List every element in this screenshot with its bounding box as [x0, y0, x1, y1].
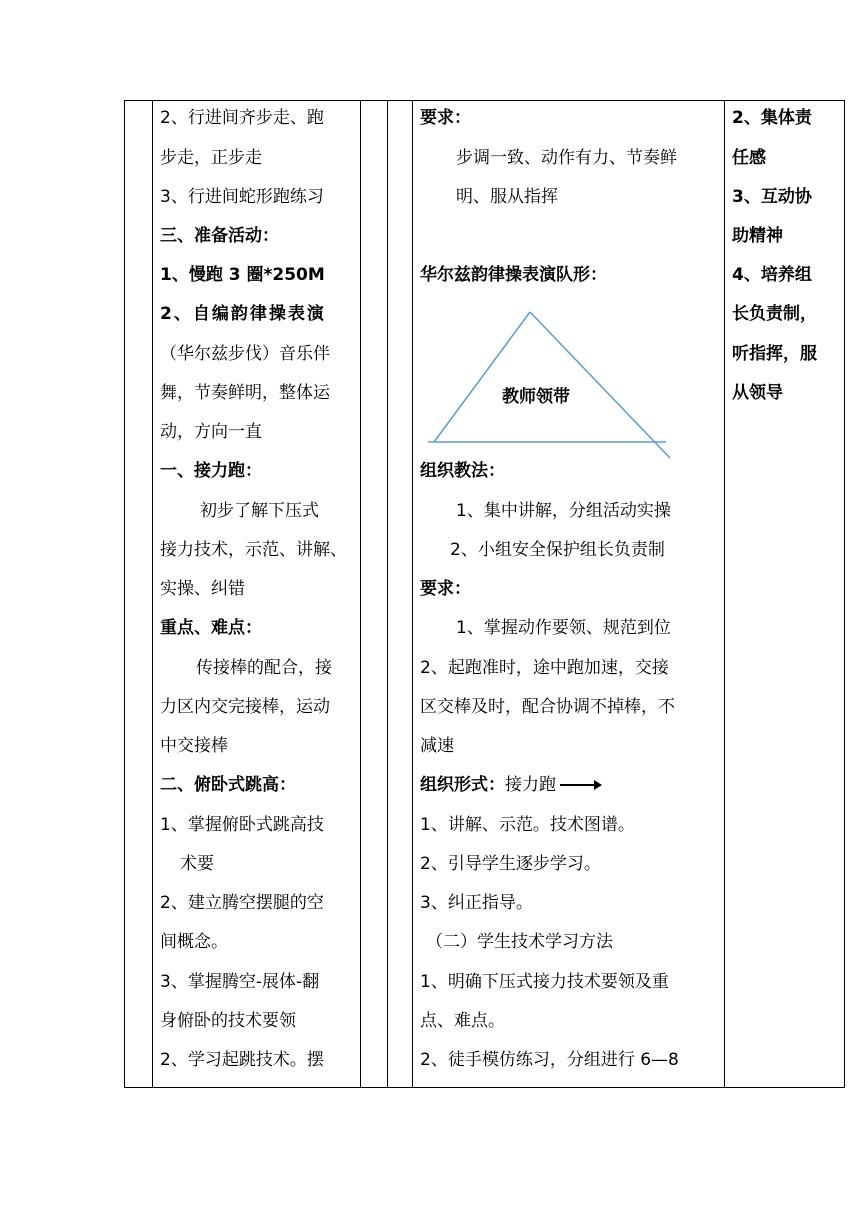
text-line: 助精神 — [732, 226, 783, 246]
table-col-divider-1 — [124, 100, 125, 1088]
text-line: 力区内交完接棒，运动 — [160, 697, 330, 717]
section-heading: 一、接力跑： — [160, 461, 262, 481]
form-line — [420, 775, 604, 795]
text-line: 步走，正步走 — [160, 148, 262, 168]
text-line: 术要 — [180, 854, 214, 874]
text-line: 接力技术，示范、讲解、 — [160, 540, 347, 560]
text-line: 初步了解下压式 — [200, 501, 319, 521]
text-line: 传接棒的配合，接 — [196, 658, 332, 678]
text-line: 4、培养组 — [732, 265, 812, 285]
text-line: 点、难点。 — [420, 1011, 505, 1031]
text-line: 2、建立腾空摆腿的空 — [160, 893, 324, 913]
triangle-left-edge — [434, 312, 530, 442]
section-heading: 三、准备活动： — [160, 226, 279, 246]
text-line: 身俯卧的技术要领 — [160, 1011, 296, 1031]
text-line: 2、自编韵律操表演 — [160, 304, 326, 324]
right-arrow-icon — [560, 780, 604, 790]
text-line: 1、慢跑 3 圈*250M — [160, 265, 325, 285]
text-line: （二）学生技术学习方法 — [426, 932, 613, 952]
triangle-label: 教师领带 — [502, 387, 570, 407]
text-line: 1、集中讲解，分组活动实操 — [456, 501, 671, 521]
text-line: 2、行进间齐步走、跑 — [160, 108, 324, 128]
text-line: 3、纠正指导。 — [420, 893, 533, 913]
section-heading: 二、俯卧式跳高： — [160, 775, 296, 795]
text-line: 2、集体责 — [732, 108, 812, 128]
text-line: 2、徒手模仿练习，分组进行 6—8 — [420, 1050, 679, 1070]
table-col-divider-3 — [360, 100, 361, 1088]
text-line: 1、明确下压式接力技术要领及重 — [420, 972, 669, 992]
text-line: 从领导 — [732, 383, 783, 403]
text-line: 区交棒及时，配合协调不掉棒，不 — [420, 697, 675, 717]
table-col-divider-4 — [387, 100, 388, 1088]
form-value: 接力跑 — [505, 775, 556, 795]
table-col-divider-7 — [844, 100, 845, 1088]
text-line: 动，方向一直 — [160, 422, 262, 442]
text-line: 2、学习起跳技术。摆 — [160, 1050, 324, 1070]
text-line: 2、起跑准时，途中跑加速，交接 — [420, 658, 669, 678]
text-line: 3、掌握腾空-展体-翻 — [160, 972, 320, 992]
text-line: 实操、纠错 — [160, 579, 245, 599]
text-line: 步调一致、动作有力、节奏鲜 — [456, 148, 677, 168]
text-line: 任感 — [732, 148, 766, 168]
text-line: 听指挥，服 — [732, 344, 817, 364]
text-line: （华尔兹步伐）音乐伴 — [160, 344, 330, 364]
text-line: 间概念。 — [160, 932, 228, 952]
text-line: 1、讲解、示范。技术图谱。 — [420, 815, 635, 835]
text-line: 3、行进间蛇形跑练习 — [160, 187, 324, 207]
table-bottom-border — [124, 1087, 845, 1088]
text-line: 中交接棒 — [160, 736, 228, 756]
form-label: 组织形式： — [420, 775, 505, 795]
text-line: 1、掌握俯卧式跳高技 — [160, 815, 324, 835]
table-col-divider-5 — [412, 100, 413, 1088]
section-heading: 重点、难点： — [160, 618, 262, 638]
text-line: 减速 — [420, 736, 454, 756]
table-col-divider-6 — [724, 100, 725, 1088]
text-line: 舞，节奏鲜明，整体运 — [160, 383, 330, 403]
table-col-divider-2 — [152, 100, 153, 1088]
section-heading: 要求： — [420, 579, 471, 599]
text-line: 2、引导学生逐步学习。 — [420, 854, 601, 874]
section-heading: 华尔兹韵律操表演队形： — [420, 265, 607, 285]
text-line: 2、小组安全保护组长负责制 — [450, 540, 665, 560]
text-line: 3、互动协 — [732, 187, 812, 207]
text-line: 1、掌握动作要领、规范到位 — [456, 618, 671, 638]
text-line: 明、服从指挥 — [456, 187, 558, 207]
section-heading: 组织教法： — [420, 461, 505, 481]
section-heading: 要求： — [420, 108, 471, 128]
text-line: 长负责制， — [732, 304, 817, 324]
table-top-border — [124, 100, 845, 101]
